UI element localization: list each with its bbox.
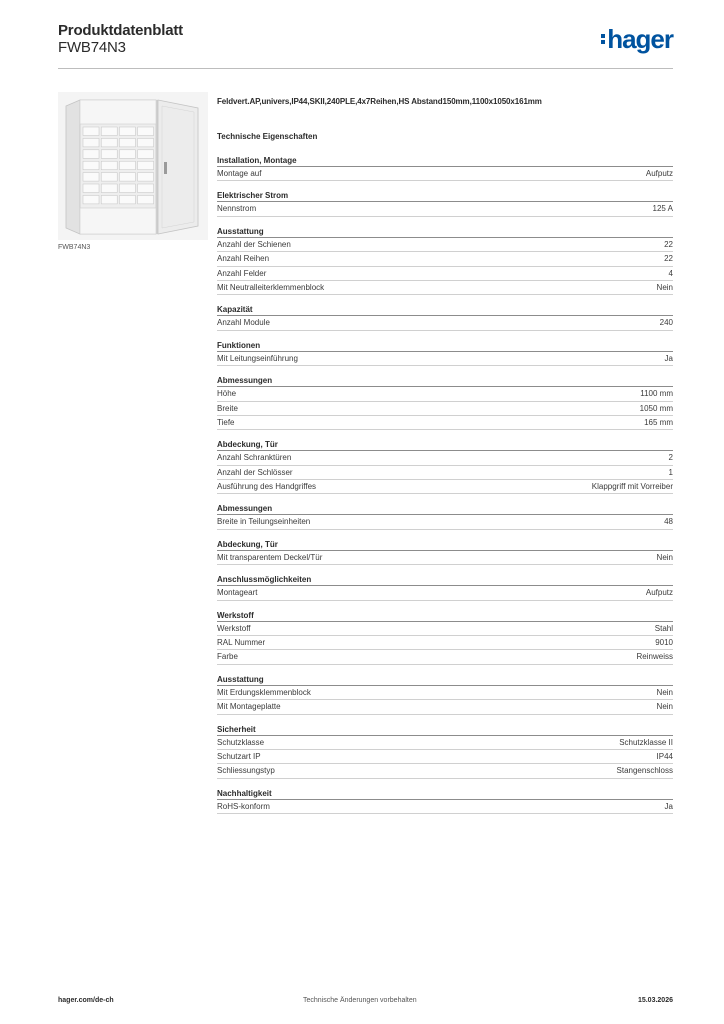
property-label: Nennstrom <box>217 204 257 214</box>
technical-properties-heading: Technische Eigenschaften <box>217 132 318 141</box>
section-title: Elektrischer Strom <box>217 188 673 202</box>
property-row <box>217 551 673 565</box>
property-value: Klappgriff mit Vorreiber <box>591 482 673 492</box>
page-footer <box>58 997 673 1011</box>
property-section <box>217 302 673 330</box>
section-title: Abmessungen <box>217 501 673 515</box>
property-section <box>217 338 673 366</box>
property-label: Mit Neutralleiterklemmenblock <box>217 282 325 292</box>
property-value: 22 <box>664 239 673 249</box>
property-label: Montage auf <box>217 169 262 178</box>
property-section <box>217 786 673 814</box>
property-value: Ja <box>664 353 673 363</box>
product-code: FWB74N3 <box>58 39 126 56</box>
property-row <box>217 402 673 416</box>
property-section <box>217 672 673 715</box>
property-row <box>217 281 673 295</box>
property-row <box>217 387 673 401</box>
property-value: Ja <box>664 801 673 811</box>
property-value: IP44 <box>656 751 673 761</box>
image-caption: FWB74N3 <box>58 244 91 251</box>
property-value: 165 mm <box>644 417 673 427</box>
property-label: Mit Montageplatte <box>217 702 281 712</box>
property-label: Anzahl Schranktüren <box>217 453 292 463</box>
property-row <box>217 650 673 664</box>
property-value: 4 <box>668 268 673 278</box>
section-title: Funktionen <box>217 338 673 352</box>
property-value: 48 <box>664 517 673 527</box>
property-value: 240 <box>659 318 673 328</box>
property-label: Höhe <box>217 389 237 399</box>
property-section <box>217 188 673 216</box>
property-label: Schliessungstyp <box>217 766 275 776</box>
property-label: Anzahl Module <box>217 318 270 328</box>
property-row <box>217 686 673 700</box>
section-title: Abmessungen <box>217 373 673 387</box>
document-title: Produktdatenblatt <box>58 22 183 39</box>
property-section <box>217 608 673 665</box>
property-section <box>217 224 673 296</box>
property-row <box>217 800 673 814</box>
footer-notice: Technische Änderungen vorbehalten <box>303 997 417 1004</box>
property-row <box>217 636 673 650</box>
property-value: 125 A <box>652 204 673 214</box>
product-details <box>217 96 673 814</box>
property-label: Anzahl der Schienen <box>217 239 291 249</box>
property-row <box>217 764 673 778</box>
property-label: Breite <box>217 403 238 413</box>
property-value: 9010 <box>655 638 673 648</box>
property-section <box>217 572 673 600</box>
property-value: Stahl <box>654 623 673 633</box>
property-label: RAL Nummer <box>217 638 266 648</box>
property-value: Nein <box>656 702 673 712</box>
section-title: Installation, Montage <box>217 153 673 167</box>
property-section <box>217 153 673 181</box>
property-row <box>217 700 673 714</box>
property-value: Aufputz <box>645 588 673 598</box>
property-value: Nein <box>656 552 673 562</box>
property-row <box>217 252 673 266</box>
property-section <box>217 537 673 565</box>
property-value: 2 <box>668 453 673 463</box>
section-title: Abdeckung, Tür <box>217 537 673 551</box>
property-label: Mit Leitungseinführung <box>217 353 298 363</box>
property-row <box>217 416 673 430</box>
property-row <box>217 466 673 480</box>
property-row <box>217 480 673 494</box>
property-section <box>217 373 673 430</box>
property-value: 22 <box>664 254 673 264</box>
property-value: Nein <box>656 687 673 697</box>
property-row <box>217 451 673 465</box>
property-label: RoHS-konform <box>217 801 270 811</box>
property-section <box>217 437 673 494</box>
page-header <box>58 20 673 66</box>
property-label: Schutzart IP <box>217 751 261 761</box>
property-row <box>217 352 673 366</box>
property-label: Mit Erdungsklemmenblock <box>217 687 311 697</box>
property-label: Schutzklasse <box>217 737 265 747</box>
property-label: Anzahl Felder <box>217 268 267 278</box>
distribution-cabinet-image <box>58 92 208 240</box>
section-title: Abdeckung, Tür <box>217 437 673 451</box>
section-title: Ausstattung <box>217 672 673 686</box>
property-section <box>217 501 673 529</box>
hager-logo <box>601 26 673 52</box>
section-title: Werkstoff <box>217 608 673 622</box>
header-divider <box>58 68 673 69</box>
property-label: Anzahl der Schlösser <box>217 467 293 477</box>
property-label: Farbe <box>217 652 238 662</box>
property-row <box>217 750 673 764</box>
footer-website: hager.com/de-ch <box>58 997 114 1004</box>
logo-dots-icon <box>601 33 605 45</box>
section-title: Anschlussmöglichkeiten <box>217 572 673 586</box>
property-label: Breite in Teilungseinheiten <box>217 517 311 527</box>
footer-date: 15.03.2026 <box>637 997 673 1004</box>
property-value: Aufputz <box>645 169 673 178</box>
property-row <box>217 167 673 181</box>
logo-text: hager <box>607 24 673 54</box>
property-row <box>217 267 673 281</box>
property-value: 1100 mm <box>640 389 673 399</box>
property-row <box>217 586 673 600</box>
property-value: Nein <box>656 282 673 292</box>
property-row <box>217 238 673 252</box>
property-value: 1050 mm <box>639 403 673 413</box>
property-row <box>217 515 673 529</box>
property-value: Reinweiss <box>636 652 673 662</box>
section-title: Ausstattung <box>217 224 673 238</box>
property-label: Anzahl Reihen <box>217 254 270 264</box>
property-row <box>217 736 673 750</box>
property-row <box>217 202 673 216</box>
property-value: 1 <box>668 467 673 477</box>
section-title: Sicherheit <box>217 722 673 736</box>
property-row <box>217 316 673 330</box>
property-value: Stangenschloss <box>616 766 673 776</box>
property-section <box>217 722 673 779</box>
property-label: Ausführung des Handgriffes <box>217 482 317 492</box>
property-row <box>217 622 673 636</box>
product-description: Feldvert.AP,univers,IP44,SKII,240PLE,4x7Reihen,HS Abstand150mm,1100x1050x161mm <box>217 97 542 106</box>
properties-list <box>217 153 673 814</box>
section-title: Nachhaltigkeit <box>217 786 673 800</box>
property-value: Schutzklasse II <box>619 737 673 747</box>
property-label: Werkstoff <box>217 623 251 633</box>
section-title: Kapazität <box>217 302 673 316</box>
property-label: Mit transparentem Deckel/Tür <box>217 552 323 562</box>
property-label: Montageart <box>217 588 258 598</box>
property-label: Tiefe <box>217 417 235 427</box>
